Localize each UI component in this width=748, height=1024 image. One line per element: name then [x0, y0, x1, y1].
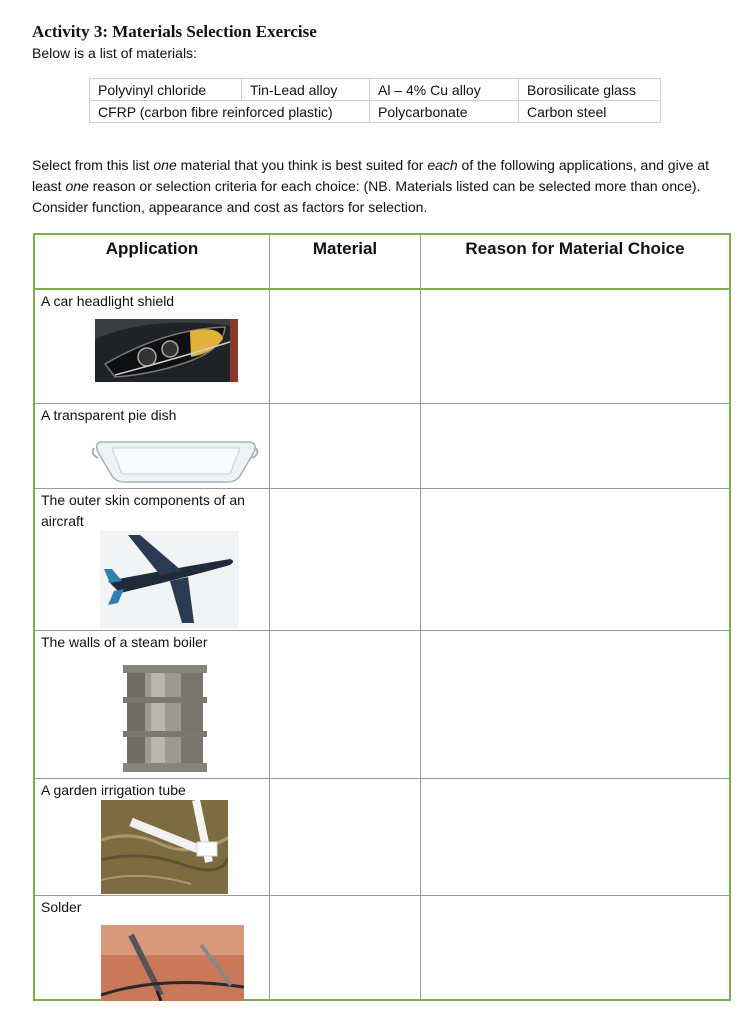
application-label: The walls of a steam boiler	[41, 634, 208, 650]
materials-list-table	[89, 78, 661, 123]
material-cell: Borosilicate glass	[519, 79, 661, 101]
car-headlight-image	[95, 319, 238, 382]
intro-text: Below is a list of materials:	[32, 45, 197, 61]
solder-image	[101, 925, 244, 1001]
header-material: Material	[312, 239, 378, 258]
row-divider	[35, 403, 729, 404]
application-label: The outer skin components of an aircraft	[41, 492, 245, 529]
application-label: Solder	[41, 899, 82, 915]
selection-table	[33, 233, 731, 1001]
material-cell: Polycarbonate	[370, 101, 519, 123]
material-cell: Polyvinyl chloride	[90, 79, 242, 101]
header-application: Application	[105, 239, 199, 258]
header-reason: Reason for Material Choice	[465, 239, 685, 258]
application-label: A car headlight shield	[41, 293, 175, 309]
application-label: A garden irrigation tube	[41, 782, 186, 798]
column-divider	[420, 235, 421, 999]
row-divider	[35, 488, 729, 489]
row-divider	[35, 778, 729, 779]
material-cell: Al – 4% Cu alloy	[370, 79, 519, 101]
header-divider	[35, 288, 729, 290]
row-divider	[35, 630, 729, 631]
materials-row	[90, 79, 661, 101]
column-divider	[269, 235, 270, 999]
irrigation-tube-image	[101, 800, 228, 894]
aircraft-image	[100, 531, 239, 628]
glass-pie-dish-image	[90, 428, 260, 486]
row-divider	[35, 895, 729, 896]
material-cell: Tin-Lead alloy	[242, 79, 370, 101]
application-label: A transparent pie dish	[41, 407, 177, 423]
steam-boiler-image	[121, 663, 209, 775]
materials-row	[90, 101, 661, 123]
material-cell: Carbon steel	[519, 101, 661, 123]
activity-title: Activity 3: Materials Selection Exercise	[32, 22, 317, 41]
instructions-paragraph: Select from this list one material that you think is best suited for each of the following applications, and give at least one reason or selection criteria for each choice: (NB. Materials listed can be selected more than once). Consider function, appearance and cost as factors for selection.	[32, 157, 710, 215]
material-cell: CFRP (carbon fibre reinforced plastic)	[90, 101, 370, 123]
